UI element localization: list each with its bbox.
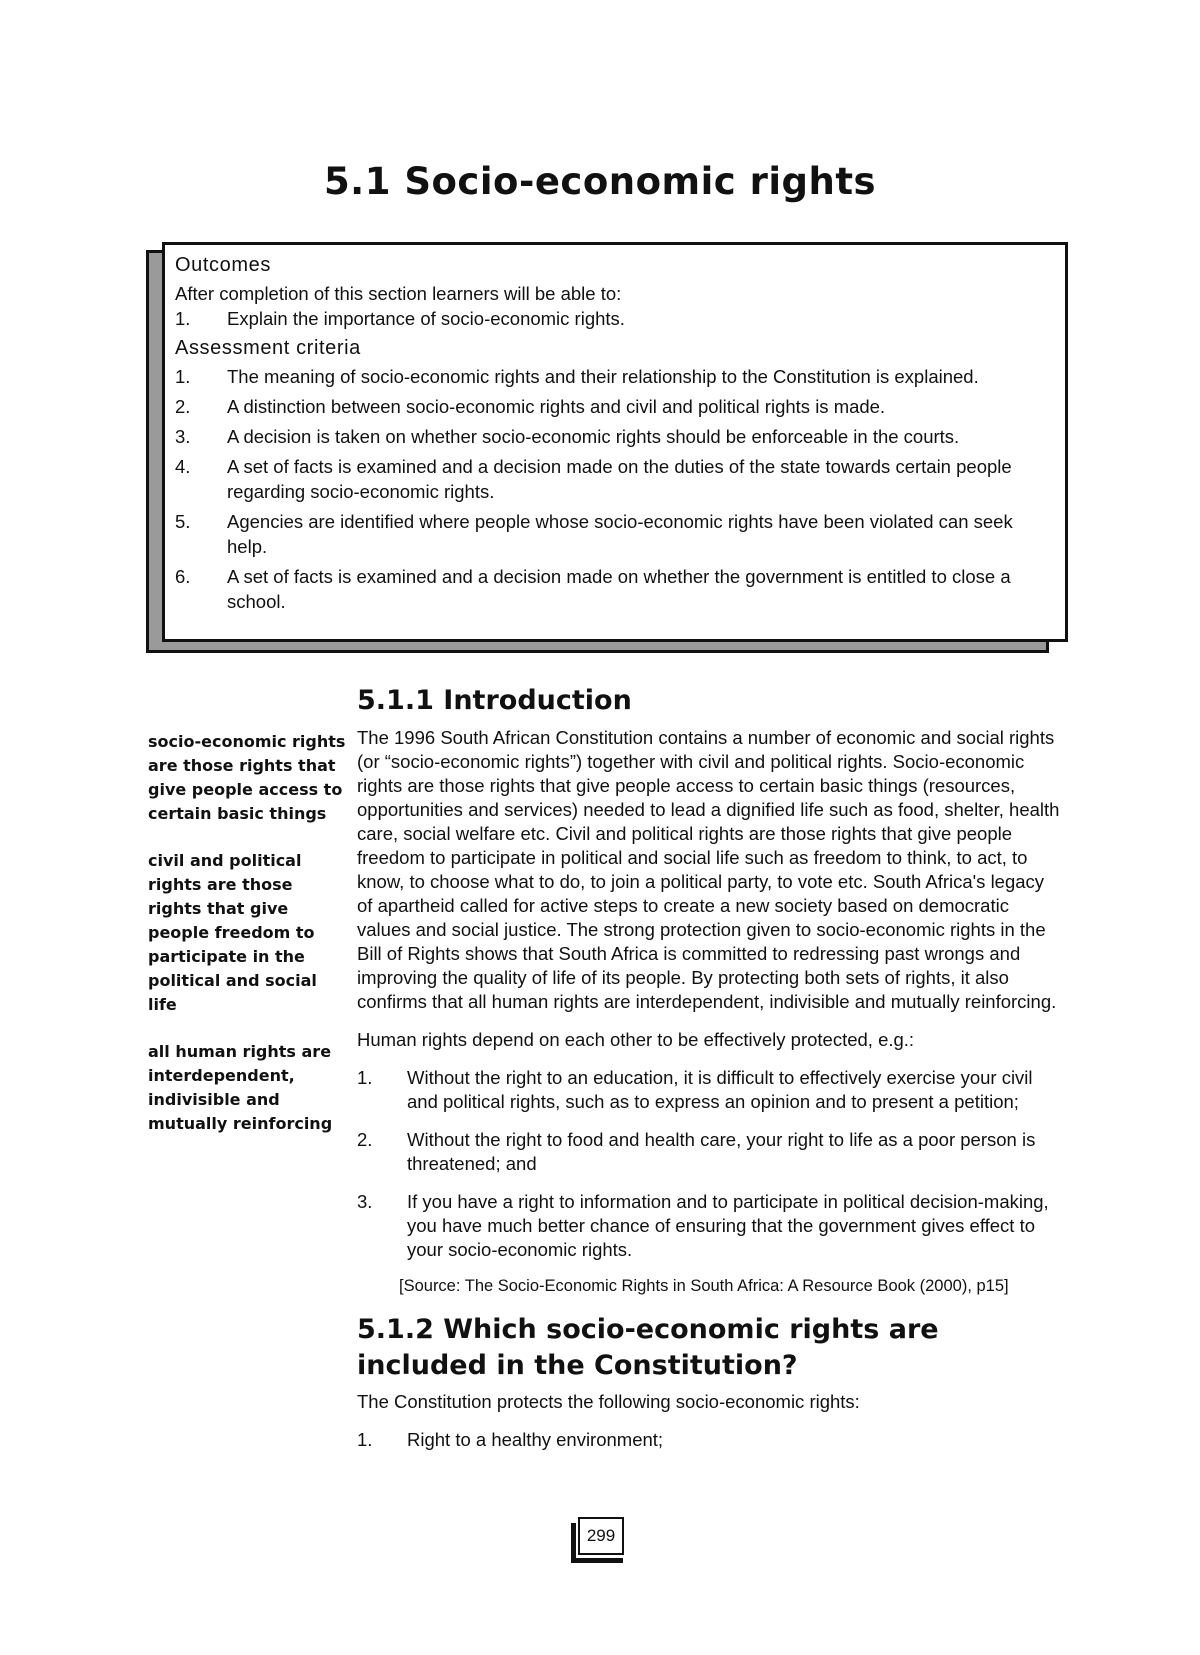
criteria-number: 4. [175, 456, 191, 477]
criteria-item [175, 364, 1051, 389]
margin-note: civil and political rights are those rights that give people freedom to participate in the political and social life [148, 851, 317, 1014]
section-heading-introduction: 5.1.1 Introduction [357, 685, 632, 716]
margin-note: all human rights are interdependent, indivisible and mutually reinforcing [148, 1042, 333, 1133]
main-content [357, 683, 1062, 1466]
list-text: Without the right to food and health care, your right to life as a poor person is threatened; and [407, 1129, 1036, 1174]
margin-note: socio-economic rights are those rights that give people access to certain basic things [148, 732, 346, 823]
criteria-number: 6. [175, 566, 191, 587]
criteria-item [175, 509, 1051, 559]
outcome-text: Explain the importance of socio-economic rights. [227, 308, 625, 329]
list-number: 3. [357, 1191, 373, 1212]
criteria-text: A set of facts is examined and a decision made on the duties of the state towards certain people regarding socio-economic rights. [227, 456, 1012, 502]
page-number: 299 [578, 1517, 624, 1555]
criteria-text: A set of facts is examined and a decision made on whether the government is entitled to close a school. [227, 566, 1011, 612]
criteria-number: 5. [175, 511, 191, 532]
criteria-item [175, 454, 1051, 504]
section-heading-included-rights: 5.1.2 Which socio-economic rights are included in the Constitution? [357, 1314, 939, 1381]
criteria-heading: Assessment criteria [175, 337, 361, 359]
list-number: 1. [357, 1429, 373, 1450]
criteria-item [175, 564, 1051, 614]
list-item [357, 1066, 1062, 1114]
criteria-item [175, 424, 1051, 449]
criteria-list [175, 364, 1051, 614]
criteria-text: Agencies are identified where people whose socio-economic rights have been violated can seek help. [227, 511, 1013, 557]
outcome-number: 1. [175, 308, 191, 329]
criteria-number: 1. [175, 366, 191, 387]
criteria-number: 3. [175, 426, 191, 447]
list-item [357, 1428, 1062, 1452]
margin-notes [148, 730, 348, 1159]
criteria-item [175, 394, 1051, 419]
criteria-text: A distinction between socio-economic rights and civil and political rights is made. [227, 396, 886, 417]
outcomes-intro: After completion of this section learners will be able to: [175, 283, 622, 304]
list-text: Without the right to an education, it is difficult to effectively exercise your civil and political rights, such as to express an opinion and to present a petition; [407, 1067, 1033, 1112]
outcomes-list [175, 306, 1051, 331]
list-text: Right to a healthy environment; [407, 1429, 664, 1450]
intro-paragraph: The 1996 South African Constitution contains a number of economic and social rights (or “socio-economic rights”) together with civil and political rights. Socio-economic rights are those rights that give people access to certain basic things (resources, opportunities and services) needed to lead a dignified life such as food, shelter, health care, social welfare etc. Civil and political rights are those rights that give people freedom to participate in political and social life such as freedom to think, to act, to know, to choose what to do, to join a political party, to vote etc. South Africa's legacy of apartheid called for active steps to create a new society based on democratic values and social justice. The strong protection given to socio-economic rights in the Bill of Rights shows that South Africa is committed to redressing past wrongs and improving the quality of life of its people. By protecting both sets of rights, it also confirms that all human rights are interdependent, indivisible and mutually reinforcing. [357, 727, 1060, 1012]
list-number: 1. [357, 1067, 373, 1088]
criteria-text: A decision is taken on whether socio-economic rights should be enforceable in the courts. [227, 426, 960, 447]
list-text: If you have a right to information and to participate in political decision-making, you have much better chance of ensuring that the government gives effect to your socio-economic rights. [407, 1191, 1049, 1260]
interdependence-list [357, 1066, 1062, 1262]
interdependence-lead: Human rights depend on each other to be effectively protected, e.g.: [357, 1029, 915, 1050]
outcome-item [175, 306, 1051, 331]
criteria-number: 2. [175, 396, 191, 417]
outcomes-box [162, 242, 1068, 642]
list-number: 2. [357, 1129, 373, 1150]
list-item [357, 1128, 1062, 1176]
list-item [357, 1190, 1062, 1262]
rights-lead: The Constitution protects the following socio-economic rights: [357, 1391, 860, 1412]
outcomes-heading: Outcomes [175, 254, 271, 276]
criteria-text: The meaning of socio-economic rights and their relationship to the Constitution is explained. [227, 366, 979, 387]
rights-list [357, 1428, 1062, 1452]
page-title: 5.1 Socio-economic rights [323, 160, 877, 203]
source-citation: [Source: The Socio-Economic Rights in South Africa: A Resource Book (2000), p15] [399, 1277, 1009, 1295]
